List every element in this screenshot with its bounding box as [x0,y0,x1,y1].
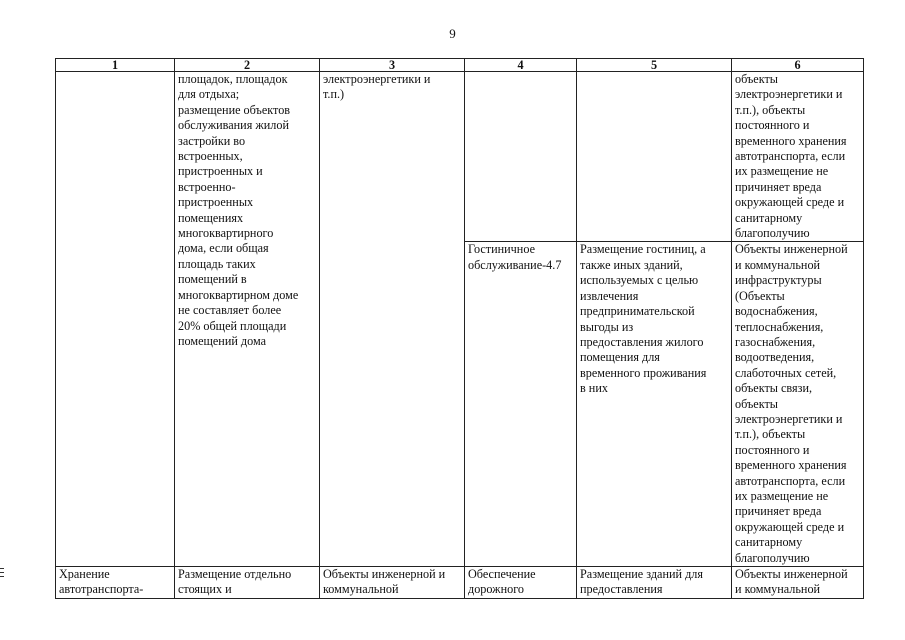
table-cell [732,242,864,567]
header-cell-2: 2 [175,59,320,72]
table-cell [320,72,465,567]
cell-text: Объекты инженерной и коммунальной [735,567,848,597]
cell-text: Объекты инженерной и коммунальной [323,567,446,597]
zoning-table [55,58,864,599]
page-number: 9 [449,26,456,41]
table-cell [175,567,320,599]
cell-text: площадок, площадок для отдыха; размещение объектов обслуживания жилой застройки во встроенных, пристроенных и встроенно- пристроенных помещениях многоквартирного дома, если общая площадь таких помещений в многоквартирном доме не составляет более 20% общей площади помещений дома [178,72,299,348]
scan-edge-mark [0,568,6,584]
table-cell [175,72,320,567]
table-cell [577,567,732,599]
cell-text: Размещение отдельно стоящих и [178,567,292,597]
cell-text: Гостиничное обслуживание-4.7 [468,242,562,272]
table-cell [56,72,175,567]
table-header-row [56,59,864,72]
table-row [56,72,864,242]
cell-text: Обеспечение дорожного [468,567,536,597]
table-cell [465,242,577,567]
header-cell-4: 4 [465,59,577,72]
cell-text: Размещение зданий для предоставления [580,567,703,597]
table-cell [732,72,864,242]
cell-text: Объекты инженерной и коммунальной инфраструктуры (Объекты водоснабжения, теплоснабжения, газоснабжения, водоотведения, слаботочных сетей, объекты связи, объекты электроэнергетики и т.п.), объекты постоянного и временного хранения автотранспорта, если их размещение не причиняет вреда окружающей среде и санитарному благополучию [735,242,848,565]
table-cell [465,567,577,599]
table-cell [465,72,577,242]
header-cell-1: 1 [56,59,175,72]
cell-text: объекты электроэнергетики и т.п.), объекты постоянного и временного хранения автотранспорта, если их размещение не причиняет вреда окружающей среде и санитарному благополучию [735,72,847,241]
table-cell [320,567,465,599]
cell-text: Размещение гостиниц, а также иных зданий, используемых с целью извлечения предпринимательской выгоды из предоставления жилого помещения для временного проживания в них [580,242,707,396]
header-cell-3: 3 [320,59,465,72]
header-cell-6: 6 [732,59,864,72]
table-cell [577,242,732,567]
table-cell [56,567,175,599]
cell-text: электроэнергетики и т.п.) [323,72,431,102]
table-cell [577,72,732,242]
cell-text: Хранение автотранспорта- [59,567,144,597]
header-cell-5: 5 [577,59,732,72]
table-row [56,567,864,599]
table-cell [732,567,864,599]
